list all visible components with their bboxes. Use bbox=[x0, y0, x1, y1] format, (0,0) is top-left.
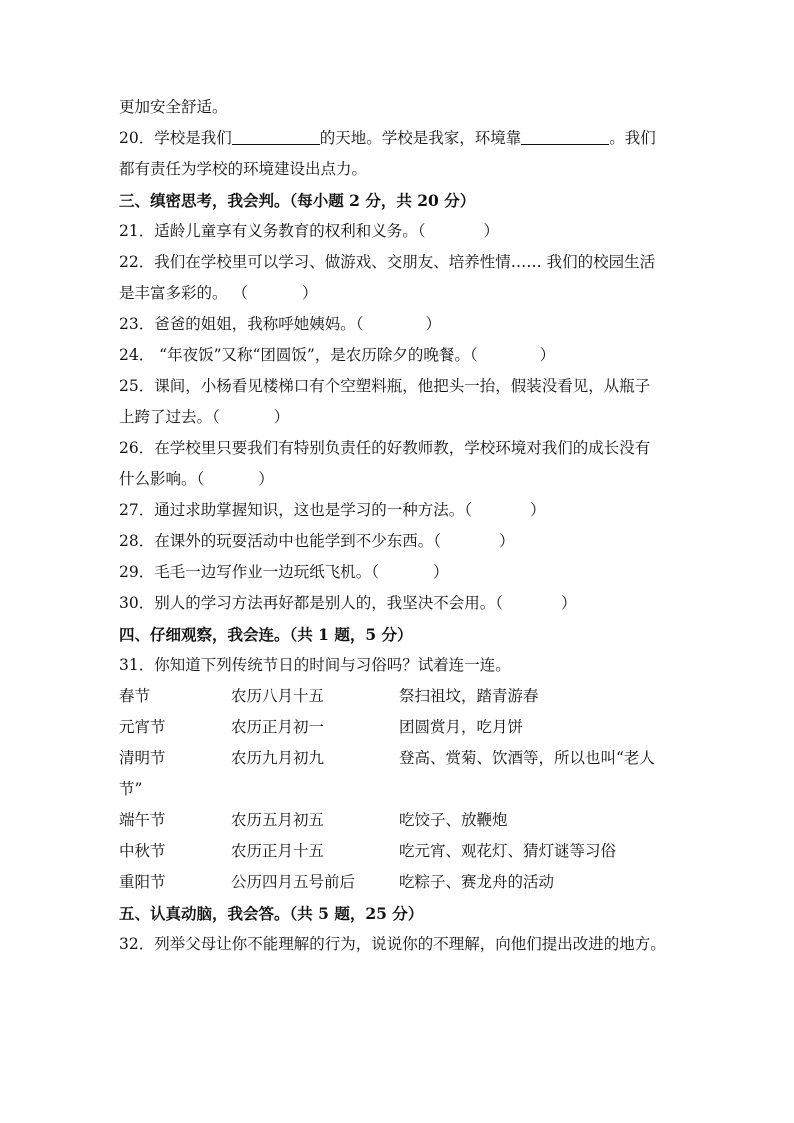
festival-custom[interactable]: 吃元宵、观花灯、猜灯谜等习俗 bbox=[399, 842, 617, 860]
match-row bbox=[119, 836, 699, 867]
fill-blank[interactable] bbox=[521, 128, 609, 145]
festival-date[interactable]: 农历九月初九 bbox=[231, 749, 325, 767]
match-row bbox=[119, 712, 699, 743]
document-page bbox=[119, 92, 699, 960]
question-text: 20．学校是我们 bbox=[119, 129, 232, 147]
section-title: 五、认真动脑，我会答。（共 5 题，25 分） bbox=[119, 904, 424, 923]
question-28: 28．在课外的玩耍活动中也能学到不少东西。（ ） bbox=[119, 532, 515, 550]
question-32: 32．列举父母让你不能理解的行为，说说你的不理解，向他们提出改进的地方。 bbox=[119, 935, 666, 953]
question-31: 31．你知道下列传统节日的时间与习俗吗？试着连一连。 bbox=[119, 656, 511, 674]
festival-name[interactable]: 春节 bbox=[119, 687, 151, 705]
match-row bbox=[119, 743, 699, 774]
festival-custom[interactable]: 登高、赏菊、饮酒等，所以也叫“老人 bbox=[399, 749, 655, 767]
text-line: 都有责任为学校的环境建设出点力。 bbox=[119, 160, 368, 178]
festival-custom[interactable]: 吃粽子、赛龙舟的活动 bbox=[399, 873, 555, 891]
question-30: 30．别人的学习方法再好都是别人的，我坚决不会用。（ ） bbox=[119, 594, 577, 612]
question-26-cont: 什么影响。（ ） bbox=[119, 470, 274, 488]
question-text: 。我们 bbox=[609, 129, 656, 147]
question-26: 26．在学校里只要我们有特别负责任的好教师教，学校环境对我们的成长没有 bbox=[119, 439, 651, 457]
question-20 bbox=[119, 123, 699, 154]
festival-name[interactable]: 中秋节 bbox=[119, 842, 166, 860]
festival-custom[interactable]: 祭扫祖坟，踏青游春 bbox=[399, 687, 539, 705]
question-25-cont: 上跨了过去。（ ） bbox=[119, 408, 290, 426]
festival-custom[interactable]: 团圆赏月，吃月饼 bbox=[399, 718, 524, 736]
festival-custom-cont: 节” bbox=[119, 780, 143, 798]
question-25: 25．课间，小杨看见楼梯口有个空塑料瓶，他把头一抬，假装没看见，从瓶子 bbox=[119, 377, 651, 395]
question-text: 的天地。学校是我家，环境靠 bbox=[319, 129, 522, 147]
match-row bbox=[119, 867, 699, 898]
festival-custom[interactable]: 吃饺子、放鞭炮 bbox=[399, 811, 508, 829]
festival-date[interactable]: 公历四月五号前后 bbox=[231, 873, 356, 891]
match-row bbox=[119, 681, 699, 712]
festival-name[interactable]: 端午节 bbox=[119, 811, 166, 829]
question-27: 27．通过求助掌握知识，这也是学习的一种方法。（ ） bbox=[119, 501, 546, 519]
match-row bbox=[119, 805, 699, 836]
fill-blank[interactable] bbox=[232, 128, 320, 145]
festival-date[interactable]: 农历正月十五 bbox=[231, 842, 325, 860]
festival-name[interactable]: 清明节 bbox=[119, 749, 166, 767]
question-23: 23．爸爸的姐姐，我称呼她姨妈。（ ） bbox=[119, 315, 441, 333]
festival-name[interactable]: 重阳节 bbox=[119, 873, 166, 891]
match-row-wrap bbox=[119, 774, 699, 805]
festival-name[interactable]: 元宵节 bbox=[119, 718, 166, 736]
festival-date[interactable]: 农历八月十五 bbox=[231, 687, 325, 705]
question-29: 29．毛毛一边写作业一边玩纸飞机。（ ） bbox=[119, 563, 449, 581]
text-line: 更加安全舒适。 bbox=[119, 98, 228, 116]
section-title: 四、仔细观察，我会连。（共 1 题，5 分） bbox=[119, 625, 413, 644]
question-22-cont: 是丰富多彩的。 （ ） bbox=[119, 284, 318, 302]
festival-date[interactable]: 农历正月初一 bbox=[231, 718, 325, 736]
question-24: 24． “年夜饭”又称“团圆饭”，是农历除夕的晚餐。（ ） bbox=[119, 346, 556, 364]
section-title: 三、缜密思考，我会判。（每小题 2 分，共 20 分） bbox=[119, 191, 476, 210]
question-21: 21．适龄儿童享有义务教育的权利和义务。（ ） bbox=[119, 222, 499, 240]
question-22: 22．我们在学校里可以学习、做游戏、交朋友、培养性情…… 我们的校园生活 bbox=[119, 253, 656, 271]
festival-date[interactable]: 农历五月初五 bbox=[231, 811, 325, 829]
